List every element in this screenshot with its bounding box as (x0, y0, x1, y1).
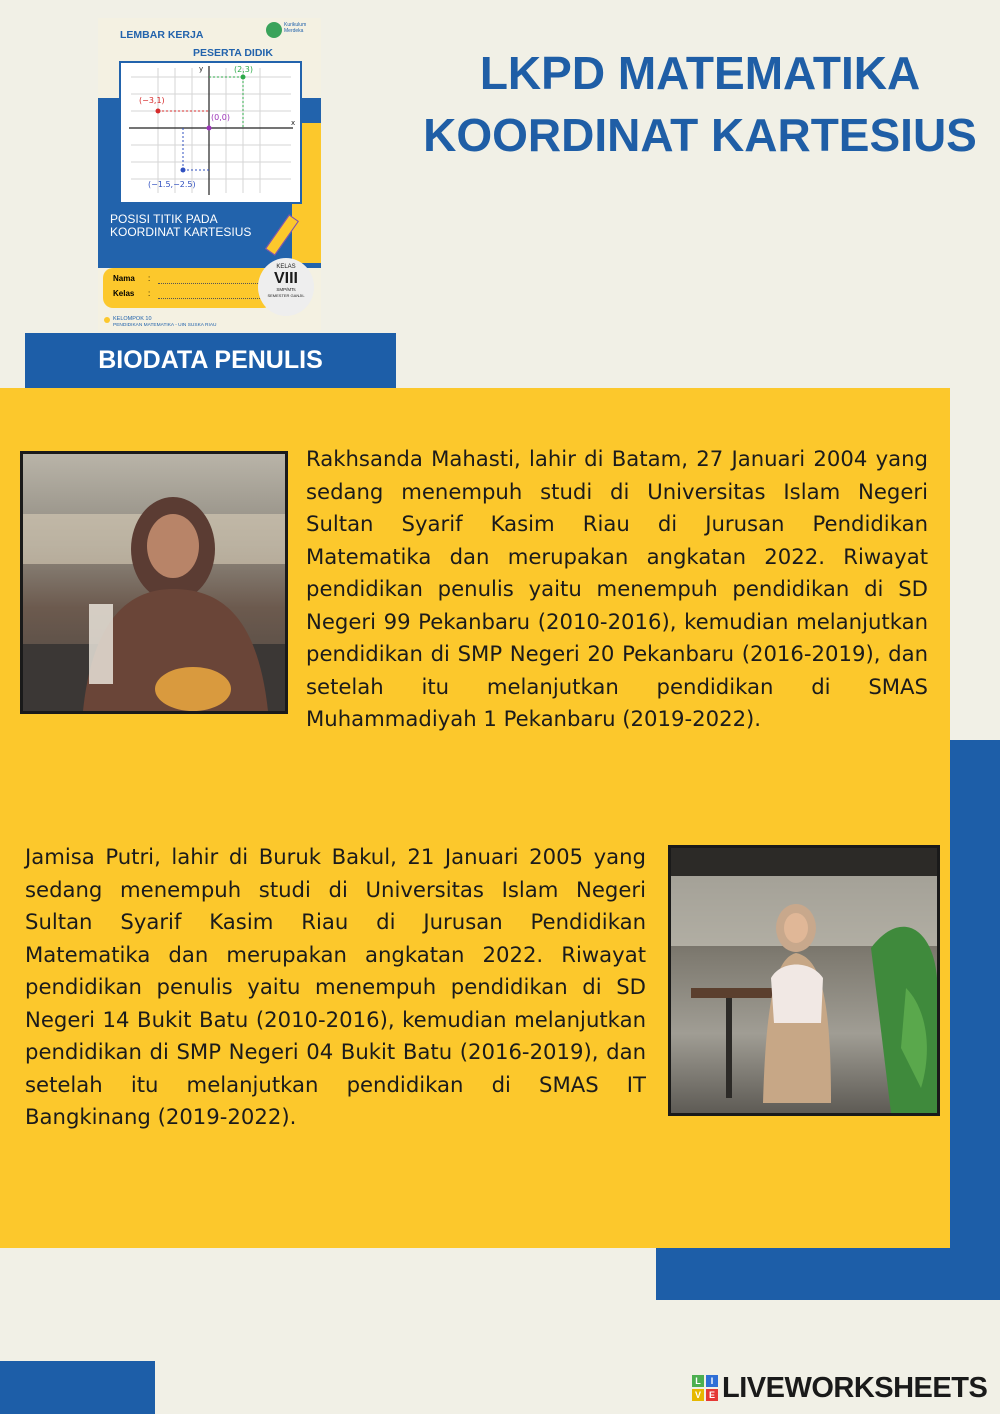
axis-y-label: y (199, 65, 204, 73)
cover-ministry: Kurikulum Merdeka (284, 22, 307, 34)
author-1-photo (20, 451, 288, 714)
decor-block-right (950, 740, 1000, 1300)
grid-lines (131, 68, 291, 193)
cover-group: KELOMPOK 10 (113, 316, 152, 322)
cover-graph-paper (119, 61, 302, 204)
author-2-bio: Jamisa Putri, lahir di Buruk Bakul, 21 Januari 2005 yang sedang menempuh studi di Universitas Islam Negeri Sultan Syarif Kasim Riau di Jurusan Pendidikan Matematika dan merupakan angkatan 2022. Riwayat pendidikan penulis yaitu menempuh pendidikan di SD Negeri 14 Bukit Batu (2010-2016), kemudian melanjutkan pendidikan di SMP Negeri 04 Bukit Batu (2016-2019), dan setelah itu melanjutkan pendidikan di SMAS IT Bangkinang (2019-2022). (25, 844, 646, 1129)
form-kelas-line (158, 298, 260, 299)
form-nama-label: Nama (113, 274, 135, 283)
liveworksheets-icon (692, 1375, 718, 1401)
coordinate-plane-figure (121, 63, 300, 202)
class-badge-label: KELAS (276, 264, 296, 270)
class-badge-line1: SMP/MTs (276, 287, 296, 292)
class-badge-line2: SEMESTER GANJIL (267, 293, 305, 298)
author-2-photo (668, 845, 940, 1116)
cover-institution: PENDIDIKAN MATEMATIKA - UIN SUSKA RIAU (113, 323, 217, 328)
logo-tile-v: V (692, 1389, 704, 1401)
point-neg1p5-neg2p5 (181, 168, 186, 173)
logo-tile-l: L (692, 1375, 704, 1387)
liveworksheets-logo (692, 1373, 987, 1403)
cover-heading-1: LEMBAR KERJA (120, 29, 204, 41)
biodata-tab: BIODATA PENULIS (25, 333, 396, 388)
author-2-portrait (671, 848, 937, 1113)
label-point-1: (2,3) (234, 65, 253, 74)
axis-x-label: x (291, 119, 296, 127)
form-nama-line (158, 283, 260, 284)
form-kelas-colon: : (148, 289, 151, 298)
decor-block-bottom-left (0, 1361, 155, 1414)
label-point-4: (−1.5,−2.5) (148, 180, 196, 189)
title-line-1: LKPD MATEMATIKA (479, 47, 921, 99)
ministry-logo-icon (266, 22, 282, 38)
logo-tile-e: E (706, 1389, 718, 1401)
liveworksheets-brand[interactable]: LIVEWORKSHEETS (722, 1371, 988, 1404)
class-badge (258, 258, 314, 316)
author-1-portrait (23, 454, 285, 711)
point-neg3-1 (156, 109, 161, 114)
cover-subtitle-line-1: POSISI TITIK PADA (110, 212, 218, 226)
cover-subtitle (110, 213, 251, 239)
title-line-2: KOORDINAT KARTESIUS (423, 109, 977, 161)
lkpd-cover (98, 18, 321, 331)
label-point-2: (−3,1) (139, 96, 165, 105)
cover-heading-2: PESERTA DIDIK (193, 47, 273, 59)
point-2-3 (241, 75, 246, 80)
author-1-bio: Rakhsanda Mahasti, lahir di Batam, 27 Januari 2004 yang sedang menempuh studi di Universitas Islam Negeri Sultan Syarif Kasim Riau di Jurusan Pendidikan Matematika dan merupakan angkatan 2022. Riwayat pendidikan penulis yaitu menempuh pendidikan di SD Negeri 99 Pekanbaru (2010-2016), kemudian melanjutkan pendidikan di SMP Negeri 20 Pekanbaru (2016-2019), dan setelah itu melanjutkan pendidikan di SMAS Muhammadiyah 1 Pekanbaru (2019-2022). (306, 446, 928, 731)
form-nama-colon: : (148, 274, 151, 283)
point-origin (207, 126, 212, 131)
group-bullet-icon (104, 317, 110, 323)
form-kelas-label: Kelas (113, 289, 135, 298)
page-title (400, 42, 1000, 166)
cover-subtitle-line-2: KOORDINAT KARTESIUS (110, 225, 252, 239)
label-point-3: (0,0) (211, 113, 230, 122)
logo-tile-i: I (706, 1375, 718, 1387)
class-badge-number: VIII (273, 270, 298, 287)
decor-block-bottom (656, 1248, 1000, 1300)
